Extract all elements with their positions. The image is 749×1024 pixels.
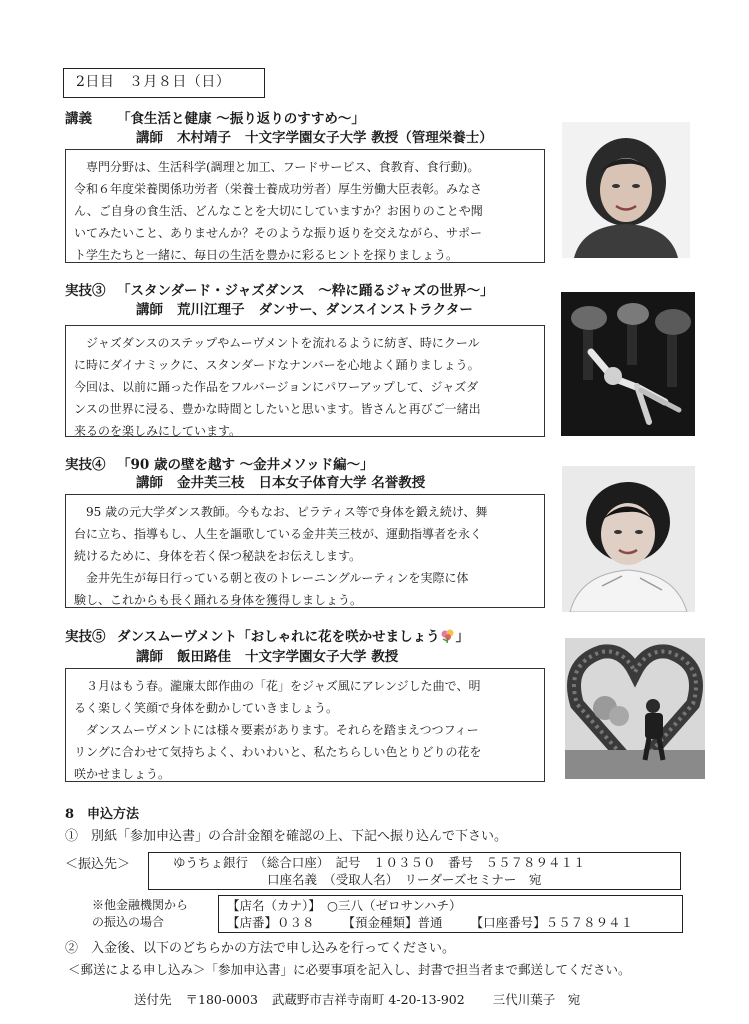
other-bank-label-line-1: ※他金融機関から [92, 898, 189, 912]
flower-icon [440, 629, 456, 643]
other-bank-label-line-2: の振込の場合 [92, 915, 165, 929]
desc-line: リングに合わせて気持ちよく、わいわいと、私たちらしい色とりどりの花を [74, 745, 482, 759]
mail-application-line: ＜郵送による申し込み＞「参加申込書」に必要事項を記入し、封書で担当者まで郵送してください。 [68, 962, 631, 977]
desc-line: 95 歳の元大学ダンス教師。今もなお、ピラティス等で身体を鍛え続け、舞 [86, 505, 488, 519]
other-bank-box [218, 895, 683, 933]
desc-line: るく楽しく笑顔で身体を動かしていきましょう。 [74, 701, 339, 715]
desc-line: ダンスムーヴメントには様々要素があります。それらを踏まえつつフィー [86, 723, 479, 737]
lecturer-role: 講師 [136, 302, 163, 318]
desc-line: 来るのを楽しみにしています。 [74, 424, 242, 437]
deposit-type-value: 普通 [417, 915, 443, 930]
send-address: 武蔵野市吉祥寺南町 4-20-13-902 [271, 992, 465, 1007]
lecturer-name: 飯田路佳 [177, 649, 231, 665]
session-kind: 実技④ [65, 457, 106, 473]
lecturer-role: 講師 [136, 130, 163, 146]
desc-line: 金井先生が毎日行っている朝と夜のトレーニングルーティンを実際に体 [86, 571, 469, 585]
other-bank-label [92, 897, 188, 931]
session-3-description [65, 494, 545, 608]
lecturer-affiliation: 十文字学園女子大学 教授 [245, 649, 399, 665]
session-2-heading [65, 282, 494, 300]
desc-line: に時にダイナミックに、スタンダードなナンバーを心地よく踊りましょう。 [74, 358, 480, 372]
lecturer-affiliation: ダンサー、ダンスインストラクター [258, 302, 473, 318]
session-4-description [65, 668, 545, 782]
store-name-label: 【店名（カナ）】 [227, 898, 315, 913]
send-address-line [134, 990, 580, 1008]
session-2-lecturer [136, 301, 473, 319]
desc-line: 今回は、以前に踊った作品をフルバージョンにパワーアップして、ジャズダ [74, 380, 479, 394]
application-heading: 8 申込方法 [65, 807, 140, 822]
session-kind: 実技③ [65, 283, 106, 299]
deposit-type-label: 【預金種類】 [342, 915, 418, 930]
desc-line: ジャズダンスのステップやムーヴメントを流れるように紡ぎ、時にクール [86, 336, 480, 350]
lecturer-name: 荒川江理子 [177, 302, 245, 318]
day-label: 2日目 ３月８日（日） [76, 74, 231, 90]
send-label: 送付先 [134, 992, 172, 1007]
send-name: 三代川葉子 宛 [492, 992, 581, 1007]
desc-line: 専門分野は、生活科学(調理と加工、フードサービス、食教育、食行動)。 [86, 160, 480, 174]
lecturer-role: 講師 [136, 649, 163, 665]
day-label-box [63, 68, 265, 98]
session-4-lecturer [136, 648, 398, 666]
session-title-end: 」 [455, 629, 470, 645]
furikomi-label: ＜振込先＞ [65, 857, 131, 872]
session-1-heading [65, 110, 365, 128]
session-4-heading [65, 628, 469, 646]
session-kind: 講義 [65, 111, 92, 127]
session-1-description [65, 149, 545, 263]
application-step-1: ① 別紙「参加申込書」の合計金額を確認の上、下記へ振り込んで下さい。 [65, 829, 508, 844]
session-1-lecturer [136, 129, 493, 147]
other-bank-line-2 [227, 914, 682, 931]
application-step-2: ② 入金後、以下のどちらかの方法で申し込みを行ってください。 [65, 941, 456, 956]
send-postal: 〒180-0003 [185, 992, 258, 1007]
store-no-label: 【店番】 [227, 915, 278, 930]
other-bank-line-1 [227, 897, 682, 914]
desc-line: 続けるために、身体を若く保つ秘訣をお伝えします。 [74, 549, 362, 563]
desc-line: 咲かせましょう。 [74, 767, 171, 781]
desc-line: ト学生たちと一緒に、毎日の生活を豊かに彩るヒントを探りましょう。 [74, 248, 459, 262]
lecturer-name: 木村靖子 [177, 130, 231, 146]
session-title: 「90 歳の壁を越す ～金井メソッド編～」 [117, 457, 374, 473]
session-title: 「食生活と健康 ～振り返りのすすめ～」 [117, 111, 365, 127]
kimura-portrait-photo [562, 122, 690, 258]
account-box [148, 852, 681, 890]
session-title: ダンスムーヴメント「おしゃれに花を咲かせましょう [117, 629, 440, 645]
session-3-heading [65, 456, 374, 474]
lecturer-name: 金井芙三枝 [177, 475, 245, 491]
desc-line: ３月はもう春。瀧廉太郎作曲の「花」をジャズ風にアレンジした曲で、明 [86, 679, 481, 693]
account-no-label: 【口座番号】 [470, 915, 546, 930]
desc-line: 令和６年度栄養関係功労者（栄養士養成功労者）厚生労働大臣表彰。みなさ [74, 182, 483, 196]
account-line-1: ゆうちょ銀行 （総合口座） 記号 １０３５０ 番号 ５５７８９４１１ [173, 855, 586, 870]
account-line-2: 口座名義 （受取人名） リーダーズセミナー 宛 [267, 872, 542, 887]
iida-heart-arch-photo [565, 638, 705, 779]
session-3-lecturer [136, 474, 425, 492]
desc-line: いてみたいこと、ありませんか？そのような振り返りを交えながら、サポー [74, 226, 483, 240]
desc-line: 験し、これからも長く踊れる身体を獲得しましょう。 [74, 593, 363, 607]
desc-line: ンスの世界に浸る、豊かな時間としたいと思います。皆さんと再びご一緒出 [74, 402, 481, 416]
account-no-value: ５５７８９４１ [545, 915, 634, 930]
desc-line: 台に立ち、指導もし、人生を謳歌している金井芙三枝が、運動指導者を永く [74, 527, 483, 541]
session-title: 「スタンダード・ジャズダンス ～粋に踊るジャズの世界～」 [117, 283, 494, 299]
kanai-portrait-photo [562, 466, 695, 612]
lecturer-role: 講師 [136, 475, 163, 491]
arakawa-dancer-photo [561, 292, 695, 436]
store-name-value: ○三八（ゼロサンハチ） [327, 898, 462, 913]
session-kind: 実技⑤ [65, 629, 106, 645]
store-no-value: ０３８ [277, 915, 315, 930]
desc-line: ん、ご自身の食生活、どんなことを大切にしていますか？お困りのことや聞 [74, 204, 483, 218]
lecturer-affiliation: 十文字学園女子大学 教授（管理栄養士） [245, 130, 493, 146]
lecturer-affiliation: 日本女子体育大学 名誉教授 [258, 475, 426, 491]
session-2-description [65, 325, 545, 437]
